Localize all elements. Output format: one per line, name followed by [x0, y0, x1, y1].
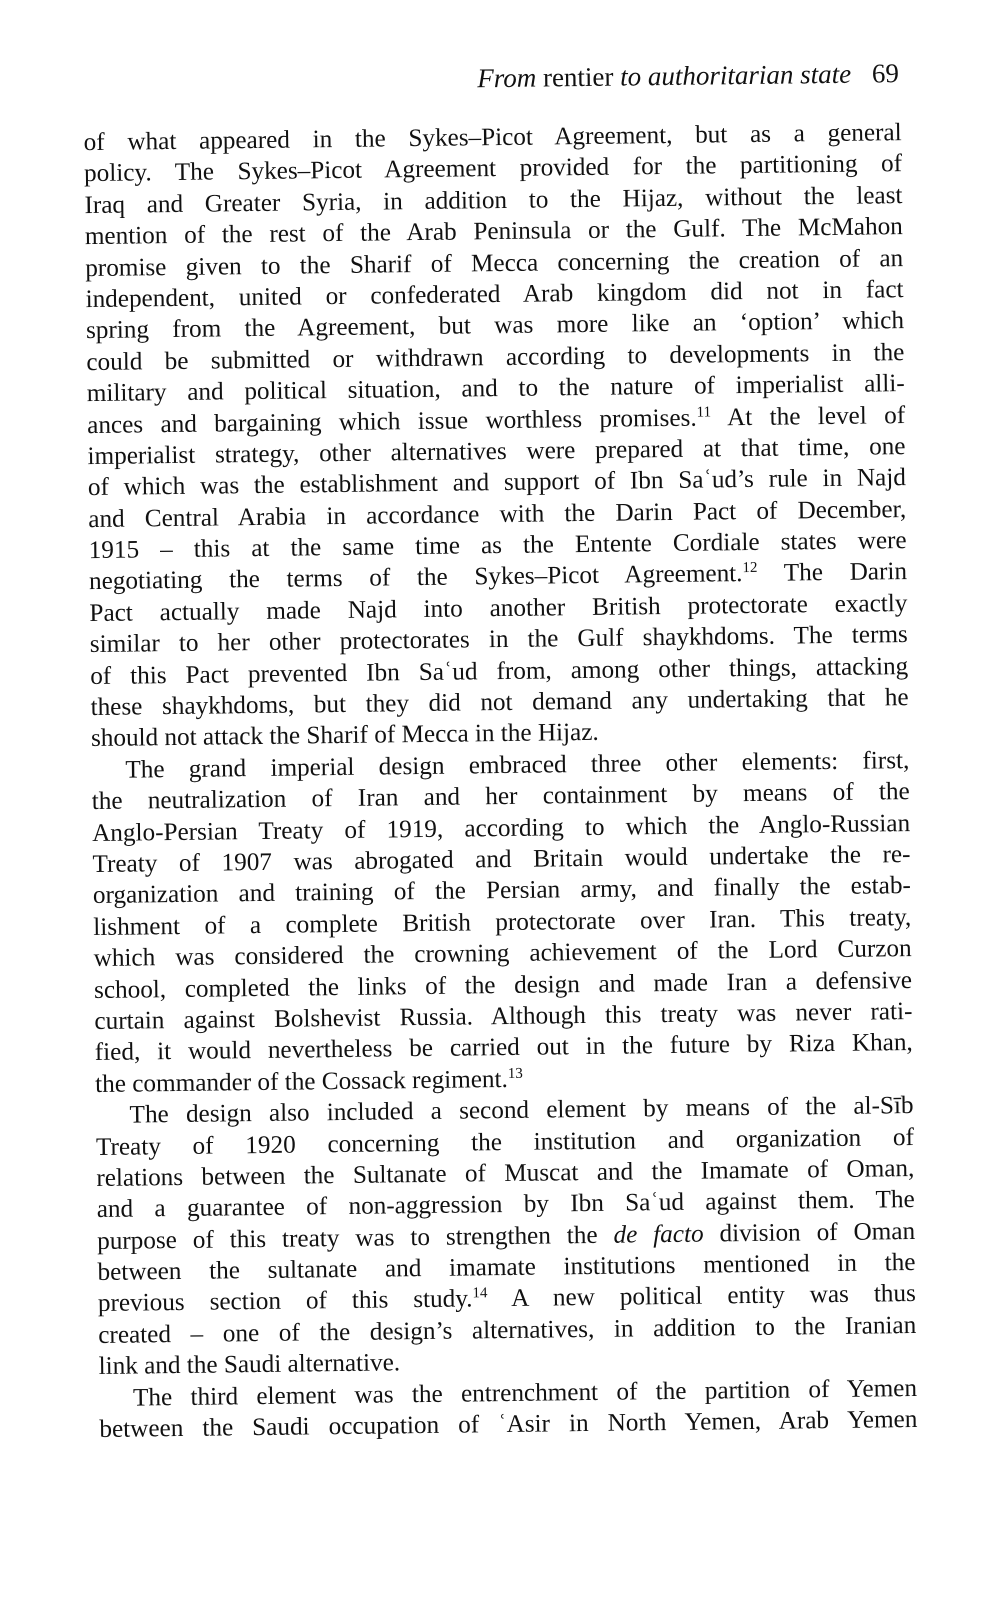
text-line: 1915 – this at the same time as the Entente Cordiale states were	[88, 527, 907, 565]
text-segment: the commander of the Cossack regiment.	[95, 1065, 509, 1098]
text-segment: purpose of this treaty was to strengthen the	[96, 1221, 614, 1255]
text-line: organization and training of the Persian army, and finally the estab-	[92, 872, 912, 910]
text-line: independent, united or confederated Arab kingdom did not in fact	[85, 276, 904, 314]
text-line: Anglo-Persian Treaty of 1919, according to which the Anglo-Russian	[91, 809, 911, 847]
running-head-title-from: From	[477, 62, 537, 94]
text-line: Iraq and Greater Syria, in addition to the Hijaz, without the least	[84, 181, 903, 219]
text-line: promise given to the Sharif of Mecca concerning the creation of an	[85, 244, 904, 282]
text-line: The third element was the entrenchment of the partition of Yemen	[132, 1374, 918, 1412]
running-head-title-rentier: rentier	[542, 61, 614, 93]
footnote-ref: 11	[696, 403, 712, 421]
text-line: of this Pact prevented Ibn Saʿud from, among other things, attacking	[90, 652, 909, 690]
text-line: fied, it would nevertheless be carried out in the future by Riza Khan,	[94, 1029, 913, 1067]
text-line: link and the Saudi alternative.	[98, 1349, 401, 1381]
text-segment: At the level of	[710, 401, 906, 431]
footnote-ref: 13	[507, 1065, 523, 1082]
text-line: mention of the rest of the Arab Peninsula or the Gulf. The McMahon	[84, 213, 903, 251]
text-line: and Central Arabia in accordance with the Darin Pact of December,	[88, 495, 907, 533]
text-line: school, completed the links of the design and made Iran a defensive	[93, 966, 913, 1004]
text-line: Treaty of 1920 concerning the institution and organization of	[95, 1123, 915, 1161]
running-head	[401, 57, 899, 95]
text-line: policy. The Sykes–Picot Agreement provided for the partitioning of	[83, 150, 903, 188]
page-number: 69	[871, 58, 900, 89]
text-line: which was considered the crowning achievement of the Lord Curzon	[93, 935, 912, 973]
text-line: these shaykhdoms, but they did not demand any undertaking that he	[90, 684, 909, 722]
text-line: of which was the establishment and support of Ibn Saʿud’s rule in Najd	[87, 464, 907, 502]
text-line: between the Saudi occupation of ʿAsir in North Yemen, Arab Yemen	[99, 1406, 918, 1444]
body-text	[84, 117, 918, 1445]
text-line: military and political situation, and to the nature of imperialist alli-	[86, 370, 905, 408]
footnote-ref: 14	[472, 1285, 488, 1302]
text-line: and a guarantee of non-aggression by Ibn Saʿud against them. The	[96, 1186, 915, 1224]
running-head-title-rest: to authoritarian state	[619, 58, 852, 92]
text-italic: de facto	[613, 1220, 704, 1249]
text-line: imperialist strategy, other alternatives were prepared at that time, one	[87, 432, 906, 470]
text-line: curtain against Bolshevist Russia. Although this treaty was never rati-	[94, 997, 913, 1035]
text-line: the neutralization of Iran and her containment by means of the	[91, 778, 910, 816]
text-line: The design also included a second element by means of the al-Sīb	[129, 1092, 914, 1129]
text-line: should not attack the Sharif of Mecca in the Hijaz.	[90, 719, 599, 753]
text-line: created – one of the design’s alternatives, in addition to the Iranian	[98, 1311, 917, 1349]
text-line: The grand imperial design embraced three other elements: first,	[125, 746, 910, 784]
text-line: between the sultanate and imamate institutions mentioned in the	[97, 1249, 916, 1287]
text-line: relations between the Sultanate of Muscat and the Imamate of Oman,	[96, 1154, 915, 1192]
text-segment: negotiating the terms of the Sykes–Picot Agreement.	[88, 560, 743, 596]
text-line: of what appeared in the Sykes–Picot Agreement, but as a general	[83, 119, 902, 157]
text-line: could be submitted or withdrawn according to developments in the	[86, 338, 905, 376]
text-segment: A new political entity was thus	[487, 1280, 917, 1313]
text-line: Treaty of 1907 was abrogated and Britain would undertake the re-	[92, 841, 911, 879]
text-segment: division of Oman	[703, 1217, 916, 1248]
text-segment: previous section of this study.	[97, 1285, 473, 1318]
text-segment: ances and bargaining which issue worthless promises.	[86, 404, 697, 439]
footnote-ref: 12	[742, 560, 758, 577]
text-line: Pact actually made Najd into another British protectorate exactly	[89, 589, 908, 627]
text-line: similar to her other protectorates in the Gulf shaykhdoms. The terms	[89, 621, 908, 659]
text-line: spring from the Agreement, but was more like an ‘option’ which	[85, 307, 905, 345]
text-segment: The Darin	[757, 558, 908, 588]
text-line: lishment of a complete British protectorate over Iran. This treaty,	[93, 903, 912, 941]
